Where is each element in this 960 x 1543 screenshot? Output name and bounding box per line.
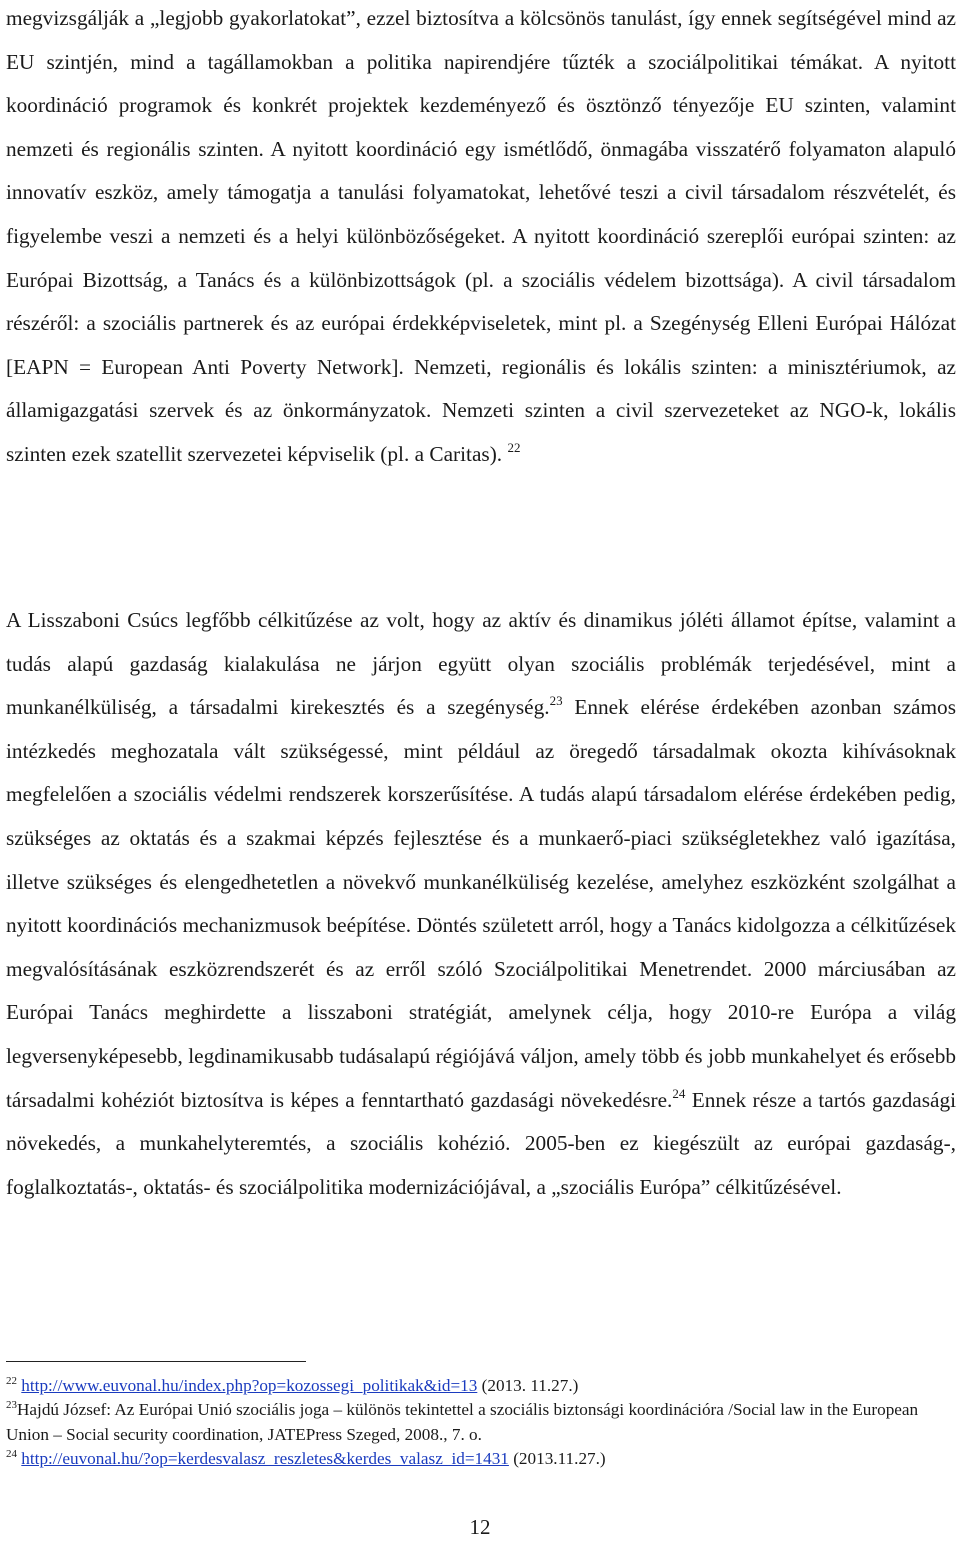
footnote-link[interactable]: http://euvonal.hu/?op=kerdesvalasz_reszletes&kerdes_valasz_id=1431 [21,1449,509,1469]
footnote-number: 24 [6,1448,17,1461]
footnote-reference: 23 [549,693,563,709]
footnote [6,1447,956,1471]
footnote-separator [6,1361,306,1362]
footnote [6,1398,956,1447]
footnote-text: (2013.11.27.) [508,1449,606,1469]
page-number: 12 [469,1515,491,1539]
footnote-link[interactable]: http://www.euvonal.hu/index.php?op=kozossegi_politikak&id=13 [21,1376,478,1395]
body-paragraph [6,599,956,1209]
footnote-text: (2013. 11.27.) [477,1376,579,1395]
body-paragraph [6,0,956,477]
paragraph-text: megvizsgálják a „legjobb gyakorlatokat”, ezzel biztosítva a kölcsönös tanulást, így ennek segítségével mind az EU szintjén, mind a tagállamokban a politika napirendjére tűzték a szociálpolitikai témákat. A nyitott koordináció programok és konkrét projektek kezdeményező és ösztönző tényezője EU szinten, valamint nemzeti és regionális szinten. A nyitott koordináció egy ismétlődő, önmagába visszatérő folyamaton alapuló innovatív eszköz, amely támogatja a tanulási folyamatokat, lehetővé teszi a civil társadalom részvételét, és figyelembe veszi a nemzeti és a helyi különbözőségeket. A nyitott koordináció szereplői európai szinten: az Európai Bizottság, a Tanács és a különbizottságok (pl. a szociális védelem bizottsága). A civil társadalom részéről: a szociális partnerek és az európai érdekképviseletek, mint pl. a Szegénység Elleni Európai Hálózat [EAPN = European Anti Poverty Network]. Nemzeti, regionális és lokális szinten: a minisztériumok, az államigazgatási szervek és az önkormányzatok. Nemzeti szinten a civil szervezeteket az NGO-k, lokális szinten ezek szatellit szervezetei képviselik (pl. a Caritas). [6,6,956,466]
footnote-number: 22 [6,1375,17,1387]
paragraph-text: Ennek elérése érdekében azonban számos intézkedés meghozatala vált szükségessé, mint például az öregedő társadalmak okozta kihívásoknak megfelelően a szociális védelmi rendszerek korszerűsítése. A tudás alapú társadalom elérése érdekében pedig, szükséges az oktatás és a szakmai képzés fejlesztése és a munkaerő-piaci szükségletekhez való igazítása, illetve szükséges és elengedhetetlen a növekvő munkanélküliség kezelése, amelyhez eszközként szolgálhat a nyitott koordinációs mechanizmusok beépítése. Döntés született arról, hogy a Tanács kidolgozza a célkitűzések megvalósításának eszközrendszerét és az erről szóló Szociálpolitikai Menetrendet. 2000 márciusában az Európai Tanács meghirdette a lisszaboni stratégiát, amelynek célja, hogy 2010-re Európa a világ legversenyképesebb, legdinamikusabb tudásalapú régiójává váljon, amely több és jobb munkahelyet és erősebb társadalmi kohéziót biztosítva is képes a fenntartható gazdasági növekedésre. [6,695,956,1112]
footnote-text: Hajdú József: Az Európai Unió szociális joga – különös tekintettel a szociális biztonsági koordinációra /Social law in the European Union – Social security coordination, JATEPress Szeged, 2008., 7. o. [6,1400,919,1444]
footnotes [6,1374,956,1472]
paragraph-text: Ennek része a tartós gazdasági növekedés, a munkahelyteremtés, a szociális kohézió. 2005-ben ez kiegészült az európai gazdaság-, foglalkoztatás-, oktatás- és szociálpolitika modernizációjával, a „szociális Európa” célkitűzésével. [6,1087,957,1199]
paragraph-text: A Lisszaboni Csúcs legfőbb célkitűzése az volt, hogy az aktív és dinamikus jóléti államot építse, valamint a tudás alapú gazdaság kialakulása ne járjon együtt olyan szociális problémák terjedésével, mint a munkanélküliség, a társadalmi kirekesztés és a szegénység. [6,608,956,720]
footnote-reference: 22 [507,439,521,455]
footnote [6,1374,956,1398]
footnote-reference: 24 [672,1085,686,1101]
footnote-number: 23 [6,1399,17,1412]
